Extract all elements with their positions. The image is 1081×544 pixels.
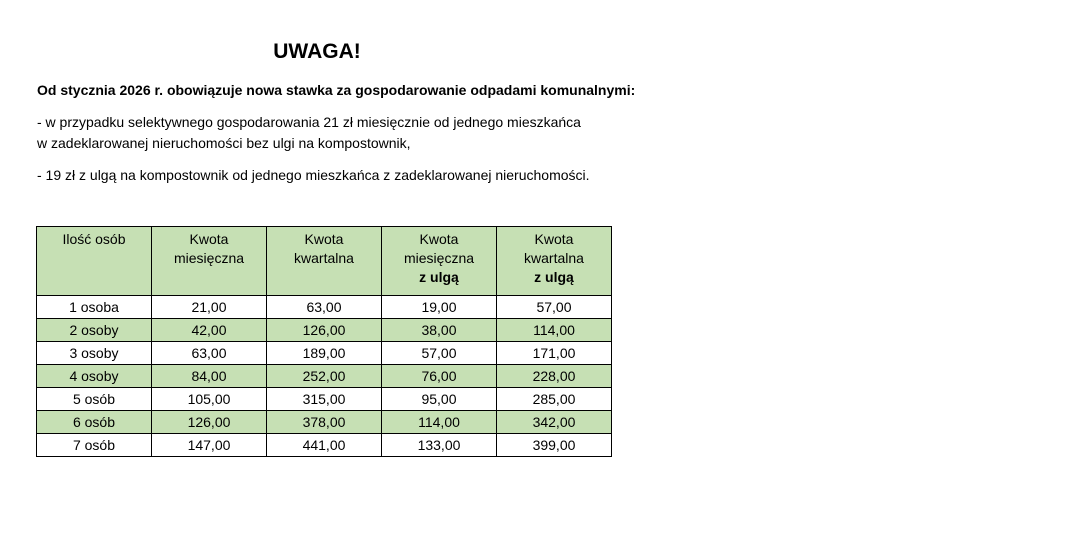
cell-quarterly-discount: 399,00 <box>497 434 612 457</box>
cell-monthly: 42,00 <box>152 319 267 342</box>
header-label: kwartalna <box>524 250 584 266</box>
cell-persons: 7 osób <box>37 434 152 457</box>
header-label: miesięczna <box>403 250 475 266</box>
cell-quarterly: 63,00 <box>267 296 382 319</box>
header-label: kwartalna <box>294 250 354 266</box>
cell-monthly-discount: 76,00 <box>382 365 497 388</box>
bullet-line: - w przypadku selektywnego gospodarowania 21 zł miesięcznie od jednego mieszkańca <box>37 114 581 130</box>
cell-monthly-discount: 38,00 <box>382 319 497 342</box>
cell-quarterly-discount: 57,00 <box>497 296 612 319</box>
table-row <box>37 342 612 365</box>
cell-persons: 5 osób <box>37 388 152 411</box>
header-monthly-discount <box>382 227 497 296</box>
cell-quarterly: 252,00 <box>267 365 382 388</box>
cell-quarterly: 441,00 <box>267 434 382 457</box>
cell-monthly: 126,00 <box>152 411 267 434</box>
cell-quarterly-discount: 342,00 <box>497 411 612 434</box>
cell-persons: 2 osoby <box>37 319 152 342</box>
cell-monthly: 21,00 <box>152 296 267 319</box>
table-header-row <box>37 227 612 296</box>
header-label: Kwota <box>534 231 574 247</box>
header-label: Ilość osób <box>62 231 126 247</box>
table-row <box>37 365 612 388</box>
cell-monthly-discount: 133,00 <box>382 434 497 457</box>
cell-monthly-discount: 57,00 <box>382 342 497 365</box>
cell-monthly: 105,00 <box>152 388 267 411</box>
rates-table <box>36 226 612 457</box>
cell-monthly: 84,00 <box>152 365 267 388</box>
cell-quarterly: 378,00 <box>267 411 382 434</box>
table-row <box>37 411 612 434</box>
table-row <box>37 296 612 319</box>
header-quarterly-discount <box>497 227 612 296</box>
cell-persons: 1 osoba <box>37 296 152 319</box>
header-quarterly <box>267 227 382 296</box>
cell-persons: 4 osoby <box>37 365 152 388</box>
cell-monthly-discount: 19,00 <box>382 296 497 319</box>
rate-bullet-compost <box>37 165 590 186</box>
header-label: Kwota <box>189 231 229 247</box>
cell-monthly: 63,00 <box>152 342 267 365</box>
header-label: Kwota <box>304 231 344 247</box>
table-row <box>37 388 612 411</box>
bullet-line: - 19 zł z ulgą na kompostownik od jednego mieszkańca z zadeklarowanej nieruchomości. <box>37 167 590 183</box>
cell-quarterly-discount: 228,00 <box>497 365 612 388</box>
page-title: UWAGA! <box>273 40 361 63</box>
bullet-line: w zadeklarowanej nieruchomości bez ulgi na kompostownik, <box>37 135 411 151</box>
cell-quarterly: 126,00 <box>267 319 382 342</box>
cell-quarterly-discount: 171,00 <box>497 342 612 365</box>
header-label-bold: z ulgą <box>419 269 459 285</box>
cell-monthly: 147,00 <box>152 434 267 457</box>
header-label: Kwota <box>419 231 459 247</box>
cell-quarterly: 315,00 <box>267 388 382 411</box>
header-monthly <box>152 227 267 296</box>
cell-persons: 6 osób <box>37 411 152 434</box>
header-label: miesięczna <box>173 250 245 266</box>
header-persons <box>37 227 152 296</box>
table-row <box>37 319 612 342</box>
cell-monthly-discount: 114,00 <box>382 411 497 434</box>
cell-persons: 3 osoby <box>37 342 152 365</box>
cell-quarterly: 189,00 <box>267 342 382 365</box>
table-row <box>37 434 612 457</box>
header-label-bold: z ulgą <box>534 269 574 285</box>
cell-quarterly-discount: 285,00 <box>497 388 612 411</box>
cell-monthly-discount: 95,00 <box>382 388 497 411</box>
cell-quarterly-discount: 114,00 <box>497 319 612 342</box>
intro-text: Od stycznia 2026 r. obowiązuje nowa stawka za gospodarowanie odpadami komunalnymi: <box>37 82 636 98</box>
rate-bullet-standard <box>37 112 581 154</box>
